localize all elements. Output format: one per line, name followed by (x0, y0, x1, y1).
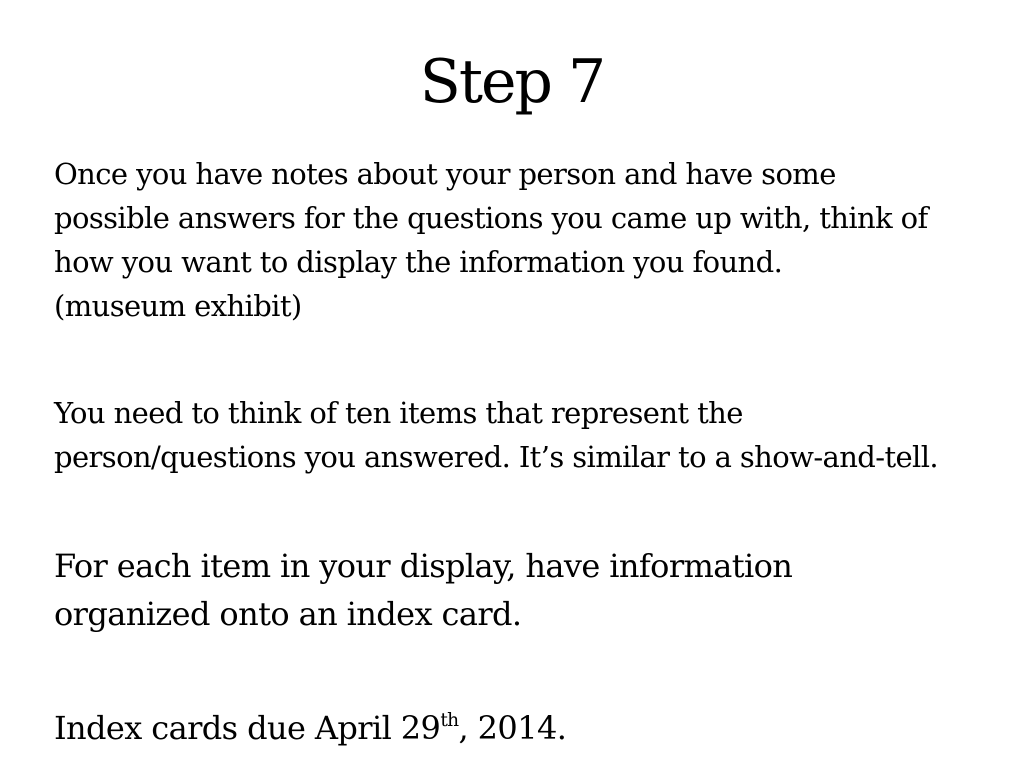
paragraph-ten-items (54, 391, 994, 479)
due-date-line (54, 704, 994, 752)
paragraph-line: possible answers for the questions you came up with, think of (54, 201, 928, 235)
paragraph-line: (museum exhibit) (54, 289, 302, 323)
paragraph-index-card (54, 542, 994, 638)
due-date-year: , 2014. (458, 709, 567, 747)
paragraph-due-date (54, 704, 994, 752)
due-date-text: Index cards due April 29 (54, 709, 441, 747)
ordinal-suffix: th (440, 710, 459, 732)
paragraph-line: You need to think of ten items that represent the (54, 396, 743, 430)
paragraph-line: how you want to display the information you found. (54, 245, 783, 279)
paragraph-line: person/questions you answered. It’s similar to a show-and-tell. (54, 440, 939, 474)
paragraph-line: Once you have notes about your person and have some (54, 157, 836, 191)
paragraph-line: organized onto an index card. (54, 595, 522, 633)
paragraph-notes-display (54, 152, 994, 328)
slide-title: Step 7 (419, 47, 605, 117)
paragraph-line: For each item in your display, have information (54, 547, 793, 585)
